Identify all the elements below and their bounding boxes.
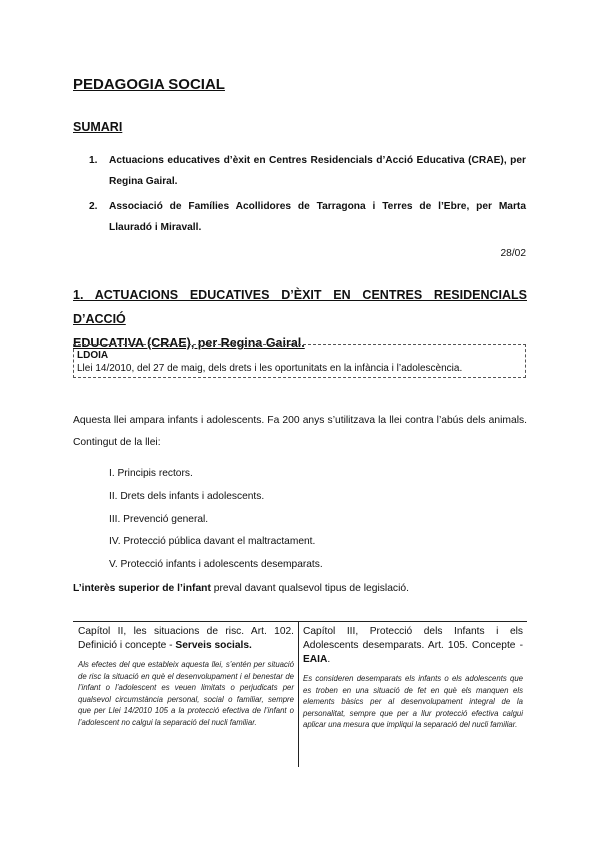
right-heading <box>303 625 523 667</box>
sumari-item <box>89 150 526 192</box>
table-column-right <box>303 622 523 731</box>
comparison-table <box>73 621 527 767</box>
sumari-item-number: 2. <box>89 201 98 212</box>
list-item: II. Drets dels infants i adolescents. <box>109 490 265 502</box>
document-title: PEDAGOGIA SOCIAL <box>73 76 225 93</box>
sumari-item-number: 1. <box>89 155 98 166</box>
intro-paragraph: Aquesta llei ampara infants i adolescents. Fa 200 anys s’utilitzava la llei contra l’abús dels animals. Contingut de la llei: <box>73 415 527 448</box>
ldoia-title: LDOIA <box>77 350 109 361</box>
sumari-item <box>89 196 526 238</box>
date: 28/02 <box>500 248 526 259</box>
contents-list <box>109 463 323 577</box>
list-item: IV. Protecció pública davant el maltractament. <box>109 536 316 548</box>
section-heading-line2: EDUCATIVA (CRAE), per Regina Gairal. <box>73 336 305 350</box>
ldoia-box <box>73 344 526 378</box>
right-heading-bold: EAIA <box>303 654 328 665</box>
interes-paragraph <box>73 583 409 594</box>
sumari-heading: SUMARI <box>73 120 123 134</box>
right-heading-end: . <box>327 654 331 665</box>
list-item: V. Protecció infants i adolescents desemparats. <box>109 559 323 571</box>
left-heading-bold: Serveis socials. <box>175 640 252 651</box>
sumari-item-text: Actuacions educatives d’èxit en Centres Residencials d’Acció Educativa (CRAE), per Regina Gairal. <box>109 155 526 187</box>
sumari-item-text: Associació de Famílies Acollidores de Tarragona i Terres de l’Ebre, per Marta Llauradó i Miravall. <box>109 201 526 233</box>
left-heading-text: Capítol II, les situacions de risc. Art. 102. Definició i concepte - <box>78 626 294 651</box>
sumari-list <box>89 150 526 242</box>
interes-bold: L’interès superior de l’infant <box>73 583 211 594</box>
left-body: Als efectes del que estableix aquesta llei, s’entén per situació de risc la situació en què el desenvolupament i el benestar de l’infant o l’adolescent es veuen limitats o perjudicats per qualsevol circumstància personal, social o familiar, sempre que per Llei 14/2010 105 a la protecció efectiva de l’infant o l’adolescent no calgui la separació del nucli familiar. <box>78 660 294 727</box>
section-heading-line1: 1. ACTUACIONS EDUCATIVES D’ÈXIT EN CENTRES RESIDENCIALS D’ACCIÓ <box>73 288 527 326</box>
ldoia-text: Llei 14/2010, del 27 de maig, dels drets i les oportunitats en la infància i l’adolescència. <box>77 363 463 374</box>
column-divider <box>298 622 299 767</box>
interes-rest: preval davant qualsevol tipus de legislació. <box>210 583 409 594</box>
left-heading <box>78 625 294 653</box>
right-heading-text: Capítol III, Protecció dels Infants i els Adolescents desemparats. Art. 105. Concepte - <box>303 626 523 651</box>
right-body: Es consideren desemparats els infants o els adolescents que es troben en una situació de fet en què els manquen els elements bàsics per al desenvolupament integral de la personalitat, sempre que per a llur protecció efectiva calgui aplicar una mesura que impliqui la separació del nucli familiar. <box>303 674 523 729</box>
table-column-left <box>78 622 294 728</box>
list-item: III. Prevenció general. <box>109 513 209 525</box>
list-item: I. Principis rectors. <box>109 468 193 479</box>
